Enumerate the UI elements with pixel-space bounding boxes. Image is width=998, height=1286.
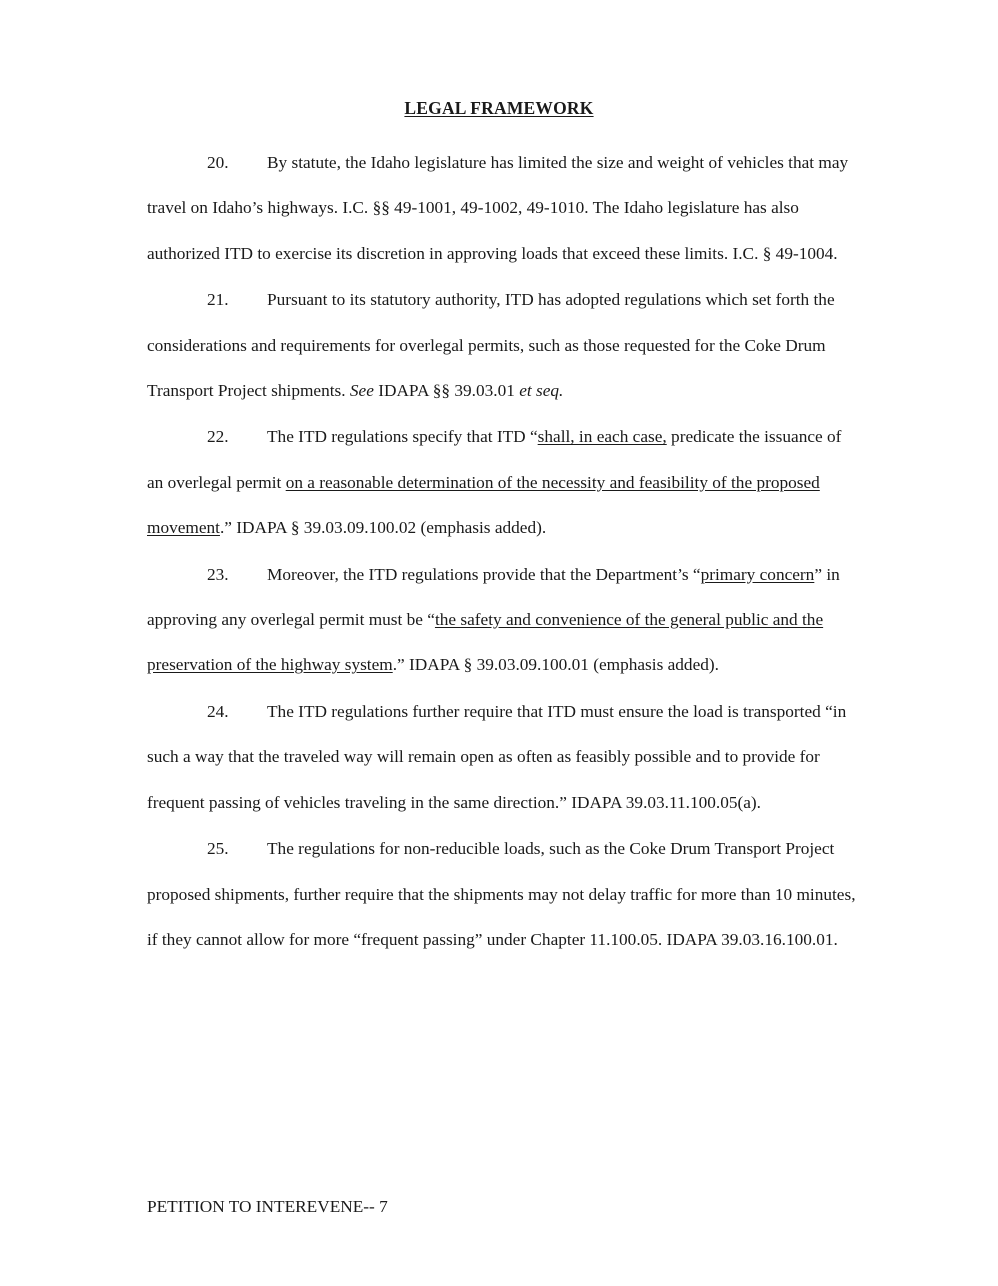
see-signal: See: [349, 381, 374, 401]
paragraph-text: The ITD regulations specify that ITD “: [267, 427, 538, 447]
paragraph-24: [147, 689, 859, 825]
paragraph-number: 20.: [207, 153, 229, 172]
paragraph-21: [147, 277, 859, 413]
paragraph-22: [147, 414, 859, 550]
paragraph-text: By statute, the Idaho legislature has limited the size and weight of vehicles that may travel on Idaho’s highways. I.C. §§ 49-1001, 49-1002, 49-1010. The Idaho legislature has also authorized ITD to exercise its discretion in approving loads that exceed these limits. I.C. § 49-1004.: [147, 153, 849, 263]
paragraph-text: predicate the issuance of an overlegal permit: [147, 427, 842, 492]
paragraph-text: .” IDAPA § 39.03.09.100.02 (emphasis added).: [219, 518, 547, 538]
paragraph-number: 25.: [207, 839, 229, 859]
paragraph-23: [147, 552, 859, 688]
paragraph-text: .” IDAPA § 39.03.09.100.01 (emphasis added).: [392, 655, 719, 675]
paragraph-number: 21.: [207, 290, 229, 310]
paragraph-list: [147, 140, 859, 963]
emphasis-underlined: on a reasonable determination of the necessity and feasibility of the proposed movement: [147, 472, 820, 538]
paragraph-text: The ITD regulations further require that ITD must ensure the load is transported “in such a way that the traveled way will remain open as often as feasibly possible and to provide for frequent passing of vehicles traveling in the same direction.” IDAPA 39.03.11.100.05(a).: [147, 701, 847, 812]
et-seq: et seq.: [519, 381, 564, 401]
paragraph-number: 23.: [207, 564, 229, 584]
page-footer: PETITION TO INTEREVENE-- 7: [147, 1197, 388, 1216]
paragraph-text: Pursuant to its statutory authority, ITD has adopted regulations which set forth the considerations and requirements for overlegal permits, such as those requested for the Coke Drum Transport Project shipments.: [147, 290, 835, 401]
citation: IDAPA §§ 39.03.01: [373, 381, 520, 401]
paragraph-number: 22.: [207, 427, 229, 447]
emphasis-underlined: the safety and convenience of the general public and the preservation of the highway system: [147, 610, 824, 675]
section-heading: LEGAL FRAMEWORK: [404, 98, 594, 118]
paragraph-text: The regulations for non-reducible loads, such as the Coke Drum Transport Project proposed shipments, further require that the shipments may not delay traffic for more than 10 minutes, if they cannot allow for more “frequent passing” under Chapter 11.100.05. IDAPA 39.03.16.100.01.: [147, 839, 856, 949]
paragraph-25: [147, 826, 859, 962]
paragraph-number: 24.: [207, 701, 229, 721]
emphasis-underlined: shall, in each case,: [537, 427, 667, 447]
paragraph-text: ” in approving any overlegal permit must be “: [147, 564, 840, 630]
paragraph-text: Moreover, the ITD regulations provide that the Department’s “: [267, 564, 701, 584]
emphasis-underlined: primary concern: [700, 564, 815, 584]
paragraph-20: [147, 140, 859, 276]
